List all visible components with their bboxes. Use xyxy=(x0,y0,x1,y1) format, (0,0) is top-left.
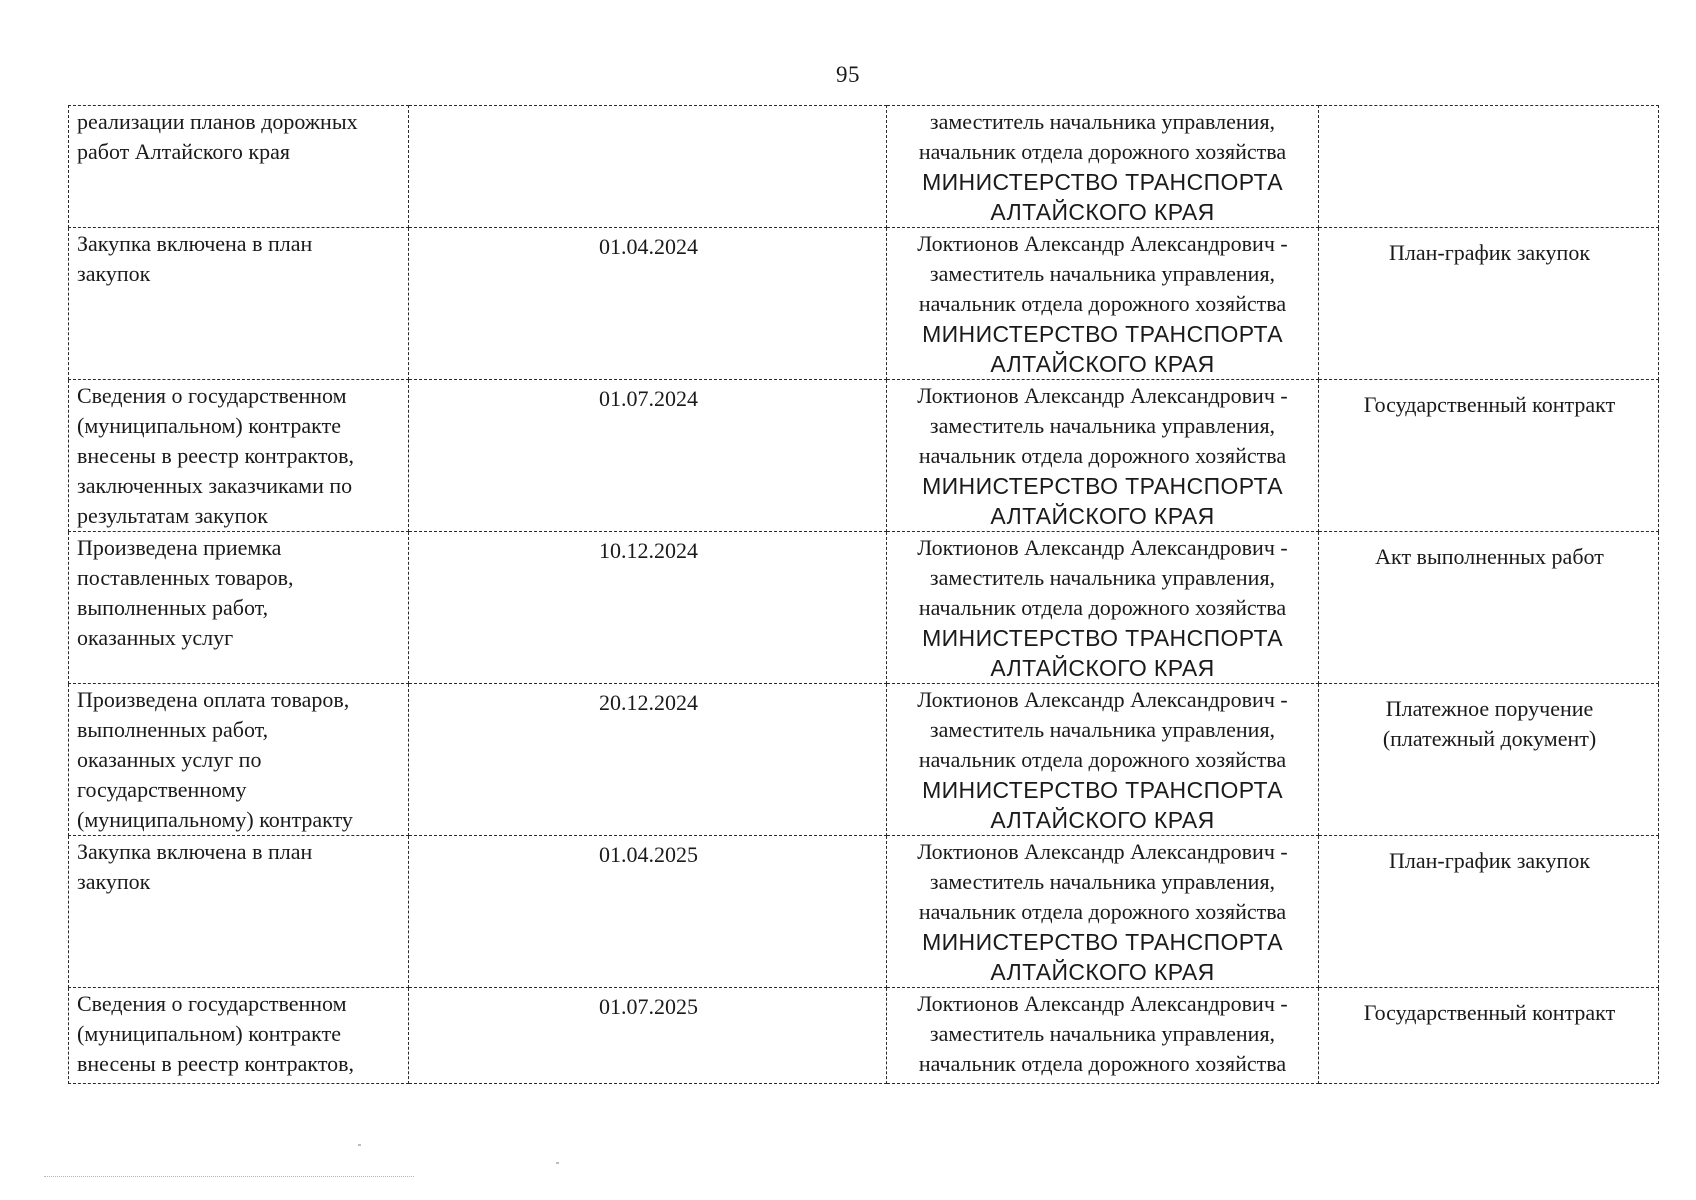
table-row xyxy=(69,988,1659,1084)
responsible-organization: МИНИСТЕРСТВО ТРАНСПОРТА АЛТАЙСКОГО КРАЯ xyxy=(922,169,1283,225)
responsible-cell xyxy=(887,836,1319,988)
date-cell xyxy=(409,106,887,228)
document-type: Акт выполненных работ xyxy=(1375,544,1604,569)
event-cell xyxy=(69,988,409,1084)
date-cell: 01.07.2024 xyxy=(409,380,887,532)
document-cell xyxy=(1319,106,1659,228)
document-type: План-график закупок xyxy=(1388,240,1591,265)
event-text: реализации планов дорожных работ Алтайского края xyxy=(77,109,358,164)
table-row xyxy=(69,106,1659,228)
table-row xyxy=(69,532,1659,684)
responsible-person: Локтионов Александр Александрович - заместитель начальника управления, начальник отдела дорожного хозяйства xyxy=(917,991,1288,1076)
control-points-table xyxy=(68,105,1659,1084)
responsible-organization: МИНИСТЕРСТВО ТРАНСПОРТА АЛТАЙСКОГО КРАЯ xyxy=(922,473,1283,529)
event-cell xyxy=(69,228,409,380)
document-cell xyxy=(1319,988,1659,1084)
document-cell xyxy=(1319,228,1659,380)
responsible-person: Локтионов Александр Александрович - заместитель начальника управления, начальник отдела дорожного хозяйства xyxy=(917,839,1288,924)
responsible-organization: МИНИСТЕРСТВО ТРАНСПОРТА АЛТАЙСКОГО КРАЯ xyxy=(922,777,1283,833)
event-text: Произведена оплата товаров, выполненных работ, оказанных услуг по государственному (муниципальному) контракту xyxy=(77,687,353,832)
document-cell xyxy=(1319,684,1659,836)
event-cell xyxy=(69,684,409,836)
table-row xyxy=(69,836,1659,988)
event-cell xyxy=(69,106,409,228)
event-text: Сведения о государственном (муниципальном) контракте внесены в реестр контрактов, xyxy=(77,991,355,1076)
responsible-organization: МИНИСТЕРСТВО ТРАНСПОРТА АЛТАЙСКОГО КРАЯ xyxy=(922,929,1283,985)
document-type: Государственный контракт xyxy=(1363,392,1616,417)
document-cell xyxy=(1319,532,1659,684)
event-text: Произведена приемка поставленных товаров, выполненных работ, оказанных услуг xyxy=(77,535,294,650)
responsible-organization: МИНИСТЕРСТВО ТРАНСПОРТА АЛТАЙСКОГО КРАЯ xyxy=(922,321,1283,377)
event-text: Закупка включена в план закупок xyxy=(77,231,313,286)
responsible-cell xyxy=(887,228,1319,380)
responsible-cell xyxy=(887,380,1319,532)
event-cell xyxy=(69,532,409,684)
scan-artifact-dot xyxy=(556,1162,559,1164)
document-type: План-график закупок xyxy=(1388,848,1591,873)
date-cell: 01.04.2024 xyxy=(409,228,887,380)
document-type: Платежное поручение (платежный документ) xyxy=(1382,696,1597,751)
responsible-person: Локтионов Александр Александрович - заместитель начальника управления, начальник отдела дорожного хозяйства xyxy=(917,535,1288,620)
responsible-person: Локтионов Александр Александрович - заместитель начальника управления, начальник отдела дорожного хозяйства xyxy=(917,687,1288,772)
date-cell: 01.04.2025 xyxy=(409,836,887,988)
document-cell xyxy=(1319,836,1659,988)
document-type: Государственный контракт xyxy=(1363,1000,1616,1025)
table-row xyxy=(69,380,1659,532)
table-row xyxy=(69,228,1659,380)
event-text: Сведения о государственном (муниципальном) контракте внесены в реестр контрактов, заключенных заказчиками по результатам закупок xyxy=(77,383,355,528)
responsible-cell xyxy=(887,532,1319,684)
date-cell: 01.07.2025 xyxy=(409,988,887,1084)
document-cell xyxy=(1319,380,1659,532)
responsible-person: Локтионов Александр Александрович - заместитель начальника управления, начальник отдела дорожного хозяйства xyxy=(917,383,1288,468)
responsible-cell xyxy=(887,988,1319,1084)
date-cell: 20.12.2024 xyxy=(409,684,887,836)
event-cell xyxy=(69,380,409,532)
responsible-person: заместитель начальника управления, начальник отдела дорожного хозяйства xyxy=(918,109,1287,164)
event-cell xyxy=(69,836,409,988)
responsible-cell xyxy=(887,684,1319,836)
responsible-person: Локтионов Александр Александрович - заместитель начальника управления, начальник отдела дорожного хозяйства xyxy=(917,231,1288,316)
responsible-organization: МИНИСТЕРСТВО ТРАНСПОРТА АЛТАЙСКОГО КРАЯ xyxy=(922,625,1283,681)
scan-artifact-line xyxy=(44,1176,414,1177)
page-number: 95 xyxy=(836,62,860,87)
responsible-cell xyxy=(887,106,1319,228)
date-cell: 10.12.2024 xyxy=(409,532,887,684)
event-text: Закупка включена в план закупок xyxy=(77,839,313,894)
scan-artifact-dot xyxy=(358,1144,361,1146)
table-row xyxy=(69,684,1659,836)
